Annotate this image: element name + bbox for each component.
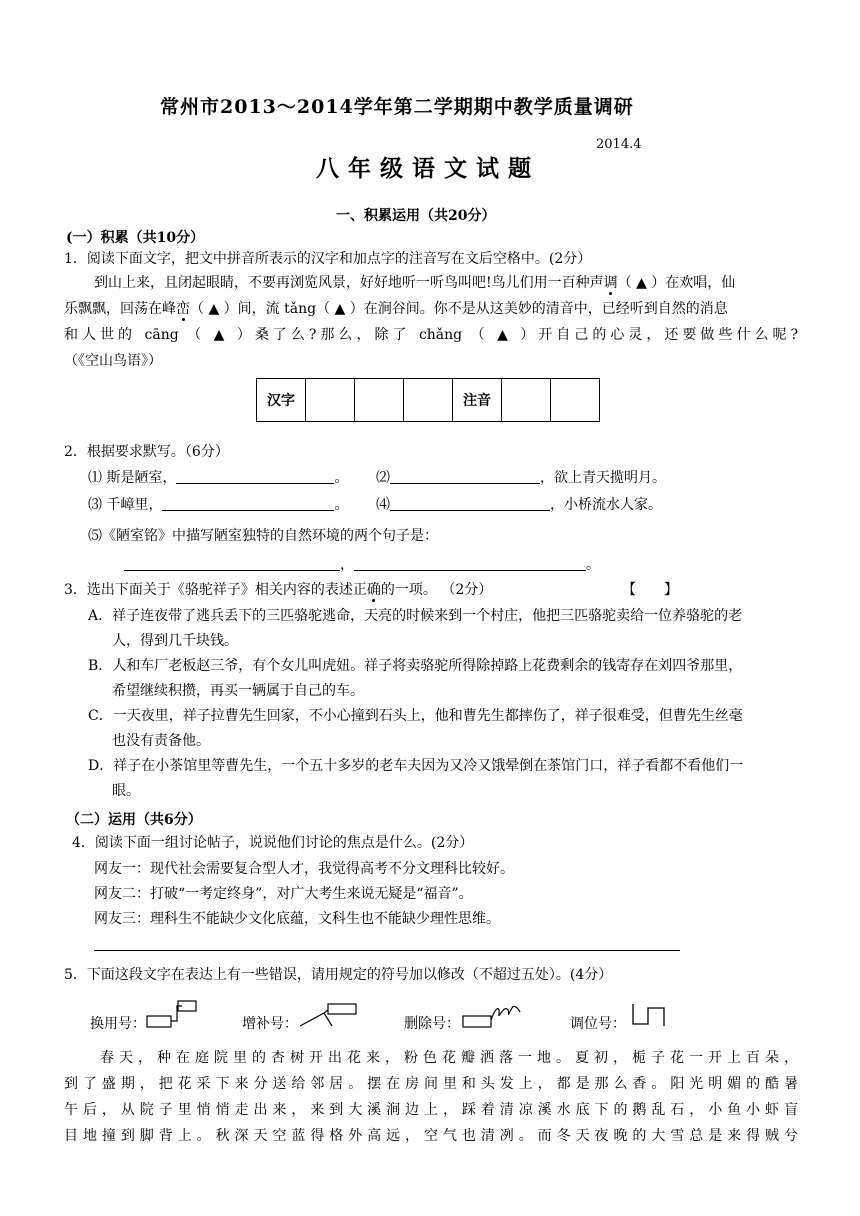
q3-stem-text: 3．选出下面关于《骆驼祥子》相关内容的表述正: [64, 582, 367, 598]
q4-post-1: 网友一：现代社会需要复合型人才，我觉得高考不分文理科比较好。: [94, 861, 514, 877]
q5-stem: 5．下面这段文字在表达上有一些错误，请用规定的符号加以修改（不超过五处）。(4分）: [64, 967, 613, 983]
q1-line1-text: 到山上来，且闭起眼睛，不要再浏览风景，好好地听一听鸟叫吧!鸟儿们用一百种声: [94, 275, 604, 291]
q1-passage-line3: 和人世的 cāng （ ▲ ）桑了么?那么，除了 chǎng （ ▲ ）开自己的心灵，还要做些什么呢?: [64, 327, 798, 343]
table-label-hanzi: 汉字: [257, 379, 306, 422]
answer-cell[interactable]: [306, 379, 355, 422]
answer-cell[interactable]: [502, 379, 551, 422]
symbol-delete-label: 删除号：: [404, 1016, 460, 1032]
q4-post-3: 网友三：理科生不能缺少文化底蕴，文科生也不能缺少理性思维。: [94, 911, 500, 927]
q1-stem: 1．阅读下面文字，把文中拼音所表示的汉字和加点字的注音写在文后空格中。(2分）: [64, 251, 592, 267]
q2-item2-num: ⑵: [376, 470, 390, 486]
q5-text-line1: 春天，种在庭院里的杏树开出花来，粉色花瓣洒落一地。夏初，栀子花一开上百朵，: [100, 1050, 798, 1066]
answer-cell[interactable]: [551, 379, 600, 422]
q2-item3-end: 。: [334, 497, 349, 513]
q3-option-a-cont: 人，得到几千块钱。: [112, 633, 238, 649]
section2-title: （二）运用（共6分）: [66, 812, 202, 828]
answer-cell[interactable]: [355, 379, 404, 422]
q1-line2-text: 乐飘飘，回荡在峰: [64, 301, 176, 317]
table-label-zhuyin: 注音: [453, 379, 502, 422]
q2-item5-end: 。: [586, 557, 600, 573]
q5-text-line2: 到了盛期，把花采下来分送给邻居。摆在房间里和头发上，都是那么香。阳光明媚的酷暑: [64, 1076, 798, 1092]
q3-stem-tail: 的一项。 （2分）: [380, 582, 493, 598]
q3-option-b: B．人和车厂老板赵三爷，有个女儿叫虎妞。祥子将卖骆驼所得除掉路上花费剩余的钱寄存在刘四爷那里，: [88, 658, 743, 674]
q2-item1-text: ⑴ 斯是陋室，: [88, 470, 177, 486]
q2-stem: 2．根据要求默写。（6分）: [64, 444, 229, 460]
q3-option-b-cont: 希望继续积攒，再买一辆属于自己的车。: [112, 683, 364, 699]
insert-mark-icon: [298, 1002, 360, 1030]
q1-dotted-char-1: 调: [603, 275, 618, 291]
answer-cell[interactable]: [404, 379, 453, 422]
delete-mark-icon: [462, 1002, 524, 1030]
q2-blank-2[interactable]: [390, 483, 540, 484]
symbol-replace-label: 换用号：: [90, 1016, 146, 1032]
exam-title: 常州市2013～2014学年第二学期期中教学质量调研: [160, 96, 634, 118]
q2-item5-comma: ，: [340, 557, 354, 573]
replace-mark-icon: [146, 1000, 198, 1030]
swap-mark-icon: [630, 1002, 672, 1030]
q3-option-c: C．一天夜里，祥子拉曹先生回家，不小心撞到石头上，他和曹先生都摔伤了，祥子很难受，但曹先生丝毫: [88, 708, 743, 724]
q2-item1-end: 。: [334, 470, 349, 486]
q2-blank-3[interactable]: [162, 510, 334, 511]
q2-item4-text: ，小桥流水人家。: [550, 497, 662, 513]
q4-answer-line[interactable]: [94, 950, 680, 951]
q1-source: （《空山鸟语》）: [64, 353, 162, 369]
symbol-swap-label: 调位号：: [570, 1016, 626, 1032]
q3-option-c-cont: 也没有责备他。: [112, 733, 210, 749]
q2-item5: ⑸《陋室铭》中描写陋室独特的自然环境的两个句子是：: [88, 528, 438, 544]
q2-item4-num: ⑷: [376, 497, 390, 513]
part1-title: 一、积累运用（共20分）: [336, 208, 496, 224]
q2-item1: [88, 467, 348, 487]
q3-answer-bracket[interactable]: 【 】: [622, 582, 678, 598]
q2-item3: [88, 494, 348, 514]
q1-passage-line2: [64, 298, 728, 318]
symbol-insert-label: 增补号：: [242, 1016, 298, 1032]
q1-answer-table: [256, 378, 600, 422]
q2-item4: [376, 494, 662, 514]
q2-item2: [376, 467, 666, 487]
q1-line1-tail: （ ▲ ）在欢唱，仙: [617, 275, 736, 291]
q3-stem: [64, 579, 492, 599]
q2-blank-6[interactable]: [354, 570, 586, 571]
q1-passage-line1: [94, 272, 735, 292]
q2-blank-4[interactable]: [390, 510, 550, 511]
q1-line2-tail: （ ▲ ）间，流 tǎng（ ▲ ）在涧谷间。你不是从这美妙的清音中，已经听到自然的消息: [190, 301, 728, 317]
q2-item2-text: ，欲上青天揽明月。: [540, 470, 666, 486]
exam-date: 2014.4: [596, 137, 642, 152]
exam-subtitle: 八年级语文试题: [316, 155, 540, 182]
q4-post-2: 网友二：打破“一考定终身”，对广大考生来说无疑是“福音”。: [94, 886, 473, 902]
q3-option-d: D．祥子在小茶馆里等曹先生，一个五十多岁的老车夫因为又冷又饿晕倒在茶馆门口，祥子看都不看他们一: [88, 758, 744, 774]
q2-blank-1[interactable]: [176, 483, 334, 484]
q1-dotted-char-2: 峦: [176, 301, 190, 317]
q3-dotted-char: 确: [366, 582, 381, 598]
q5-text-line3: 午后，从院子里悄悄走出来，来到大溪涧边上，踩着清凉溪水底下的鹅乱石，小鱼小虾盲: [64, 1102, 798, 1118]
q3-option-a: A．祥子连夜带了逃兵丢下的三匹骆驼逃命，天亮的时候来到一个村庄，他把三匹骆驼卖给一位养骆驼的老: [88, 608, 743, 624]
q2-item5-answer: [124, 554, 600, 574]
section1-title: (一）积累（共10分）: [66, 230, 205, 246]
q2-blank-5[interactable]: [124, 570, 340, 571]
q2-item3-text: ⑶ 千嶂里，: [88, 497, 163, 513]
q3-option-d-cont: 眼。: [112, 783, 140, 799]
q5-text-line4: 目地撞到脚背上。秋深天空蓝得格外高远，空气也清冽。而冬天夜晚的大雪总是来得贼兮: [64, 1128, 798, 1144]
q4-stem: 4．阅读下面一组讨论帖子，说说他们讨论的焦点是什么。(2分）: [72, 835, 474, 851]
